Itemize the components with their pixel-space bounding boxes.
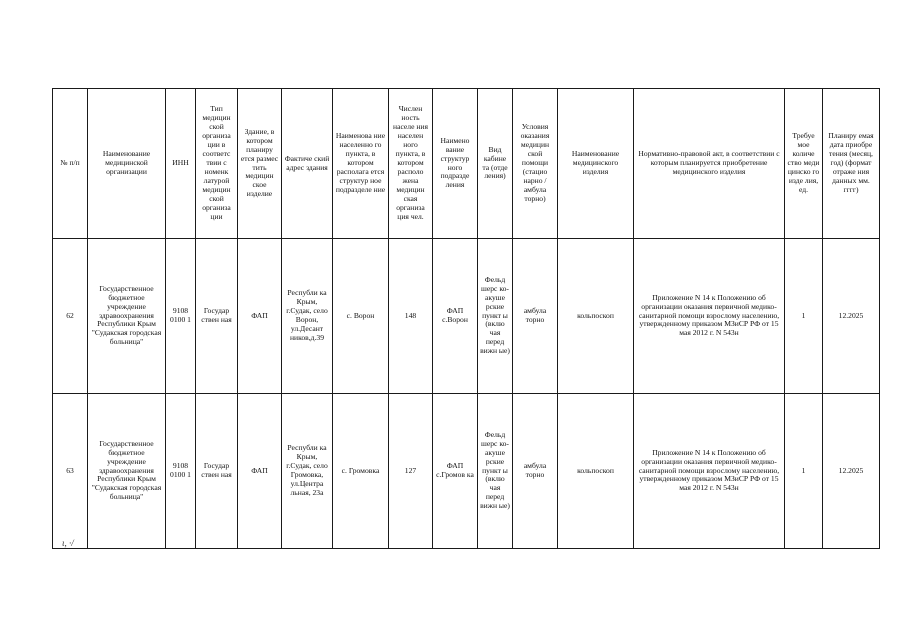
header-settlement: Наименова ние населенно го пункта, в котором располага ется структур ное подразделе ние: [333, 89, 389, 239]
cell-number: 63: [53, 394, 88, 549]
cell-org-type: Государ ствен ная: [196, 394, 238, 549]
cell-purchase-date: 12.2025: [823, 239, 880, 394]
table-header-row: [53, 89, 880, 239]
cell-settlement: с. Громовка: [333, 394, 389, 549]
cell-cabinet-type: Фельд шерс ко- акуше рские пункт ы (вклю чая перед вижн ые): [478, 394, 513, 549]
header-device: Наименование медицинского изделия: [558, 89, 634, 239]
cell-building: ФАП: [238, 394, 282, 549]
cell-device: кольпоскоп: [558, 239, 634, 394]
cell-settlement: с. Ворон: [333, 239, 389, 394]
cell-legal-act: Приложение N 14 к Положению об организации оказания первичной медико-санитарной помощи взрослому населению, утвержденному приказом МЗиСР РФ от 15 мая 2012 г. N 543н: [634, 239, 785, 394]
header-unit: Наимено вание структур ного подразде ления: [433, 89, 478, 239]
equipment-plan-table: [52, 88, 880, 549]
cell-unit: ФАП с.Ворон: [433, 239, 478, 394]
header-org-type: Тип медицин ской организа ции в соответс твии с номенк латурой медицин ской организа ции: [196, 89, 238, 239]
header-care-conditions: Условия оказания медицин ской помощи (стацио нарно / амбула торно): [513, 89, 558, 239]
table-row: [53, 394, 880, 549]
header-legal-act: Нормативно-правовой акт, в соответствии с которым планируется приобретение медицинского изделия: [634, 89, 785, 239]
table-row: [53, 239, 880, 394]
header-building: Здание, в котором планиру ется размес тить медицин ское изделие: [238, 89, 282, 239]
header-organization: Наименование медицинской организации: [88, 89, 166, 239]
header-number: № п/п: [53, 89, 88, 239]
cell-care-conditions: амбула торно: [513, 239, 558, 394]
cell-organization: Государственное бюджетное учреждение здравоохранения Республики Крым "Судакская городская больница": [88, 239, 166, 394]
cell-device: кольпоскоп: [558, 394, 634, 549]
header-quantity: Требуе мое количе ство меди цинско го изде лия, ед.: [785, 89, 823, 239]
cell-inn: 9108 0100 1: [166, 239, 196, 394]
cell-purchase-date: 12.2025: [823, 394, 880, 549]
cell-quantity: 1: [785, 239, 823, 394]
cell-address: Республи ка Крым, г.Судак, село Ворон, ул.Десант ников,д.39: [282, 239, 333, 394]
cell-inn: 9108 0100 1: [166, 394, 196, 549]
cell-address: Республи ка Крым, г.Судак, село Громовка, ул.Центра льная, 23а: [282, 394, 333, 549]
cell-population: 148: [389, 239, 433, 394]
cell-quantity: 1: [785, 394, 823, 549]
header-purchase-date: Планиру емая дата приобре тения (месяц, год) (формат отраже ния данных мм. гггг): [823, 89, 880, 239]
header-cabinet-type: Вид кабине та (отде ления): [478, 89, 513, 239]
cell-population: 127: [389, 394, 433, 549]
cell-unit: ФАП с.Громов ка: [433, 394, 478, 549]
cell-building: ФАП: [238, 239, 282, 394]
header-inn: ИНН: [166, 89, 196, 239]
scan-artifact-mark: ι, ·/: [62, 538, 74, 548]
cell-organization: Государственное бюджетное учреждение здравоохранения Республики Крым "Судакская городская больница": [88, 394, 166, 549]
cell-number: 62: [53, 239, 88, 394]
header-population: Числен ность населе ния населен ного пункта, в котором располо жена медицин ская организа ция чел.: [389, 89, 433, 239]
header-address: Фактиче ский адрес здания: [282, 89, 333, 239]
cell-cabinet-type: Фельд шерс ко- акуше рские пункт ы (вклю чая перед вижн ые): [478, 239, 513, 394]
cell-care-conditions: амбула торно: [513, 394, 558, 549]
cell-org-type: Государ ствен ная: [196, 239, 238, 394]
cell-legal-act: Приложение N 14 к Положению об организации оказания первичной медико-санитарной помощи взрослому населению, утвержденному приказом МЗиСР РФ от 15 мая 2012 г. N 543н: [634, 394, 785, 549]
